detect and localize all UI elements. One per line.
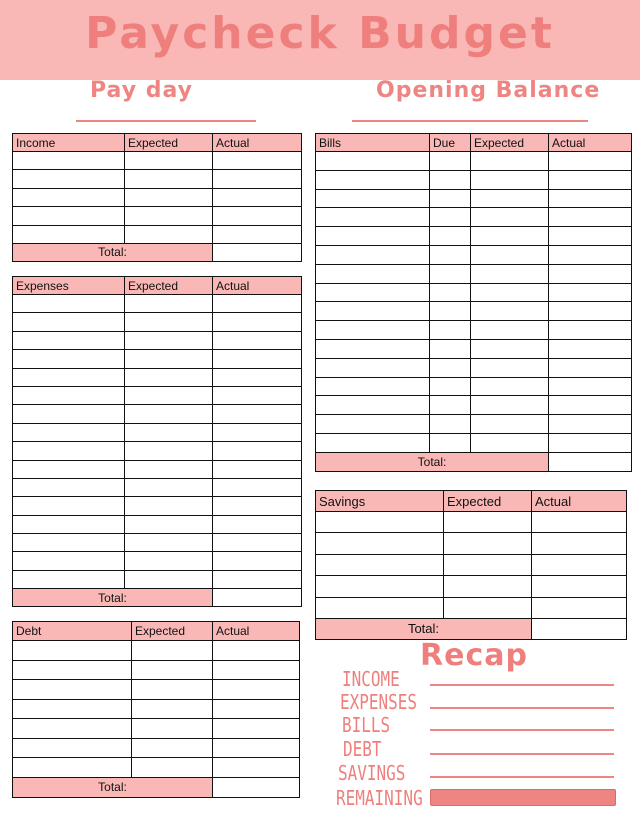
table-cell[interactable] bbox=[471, 264, 549, 283]
table-cell[interactable] bbox=[444, 512, 532, 533]
table-cell[interactable] bbox=[125, 170, 213, 188]
savings-expected-header: Expected bbox=[444, 491, 532, 512]
table-cell[interactable] bbox=[13, 660, 132, 680]
table-cell[interactable] bbox=[213, 423, 302, 441]
table-cell[interactable] bbox=[316, 533, 444, 554]
table-cell[interactable] bbox=[471, 152, 549, 171]
table-cell[interactable] bbox=[13, 207, 125, 225]
table-cell[interactable] bbox=[532, 597, 627, 618]
table-cell[interactable] bbox=[549, 245, 632, 264]
table-cell[interactable] bbox=[549, 415, 632, 434]
table-cell[interactable] bbox=[213, 570, 302, 588]
table-row bbox=[316, 597, 627, 618]
table-row bbox=[13, 699, 300, 719]
table-cell[interactable] bbox=[125, 225, 213, 243]
table-row bbox=[316, 208, 632, 227]
opening-balance-line[interactable] bbox=[352, 120, 588, 122]
debt-actual-header: Actual bbox=[213, 622, 300, 641]
table-cell[interactable] bbox=[549, 302, 632, 321]
bills-total-label: Total: bbox=[316, 452, 549, 471]
table-cell[interactable] bbox=[13, 478, 125, 496]
table-cell[interactable] bbox=[471, 358, 549, 377]
table-cell[interactable] bbox=[549, 208, 632, 227]
table-cell[interactable] bbox=[430, 433, 471, 452]
table-cell[interactable] bbox=[316, 208, 430, 227]
table-cell[interactable] bbox=[125, 405, 213, 423]
recap-expenses-line[interactable] bbox=[430, 707, 614, 709]
table-cell[interactable] bbox=[549, 264, 632, 283]
table-row bbox=[13, 641, 300, 661]
table-row bbox=[316, 533, 627, 554]
table-cell[interactable] bbox=[213, 225, 302, 243]
table-row bbox=[316, 170, 632, 189]
table-cell[interactable] bbox=[213, 368, 302, 386]
table-cell[interactable] bbox=[213, 699, 300, 719]
table-cell[interactable] bbox=[316, 597, 444, 618]
expenses-header: Expenses bbox=[13, 277, 125, 295]
debt-total-label: Total: bbox=[13, 777, 213, 797]
table-cell[interactable] bbox=[316, 415, 430, 434]
expenses-actual-header: Actual bbox=[213, 277, 302, 295]
table-row bbox=[13, 331, 302, 349]
recap-bills-line[interactable] bbox=[430, 729, 614, 731]
table-row bbox=[316, 339, 632, 358]
table-row bbox=[316, 358, 632, 377]
table-cell[interactable] bbox=[132, 641, 213, 661]
debt-header: Debt bbox=[13, 622, 132, 641]
table-cell[interactable] bbox=[125, 386, 213, 404]
table-cell[interactable] bbox=[549, 358, 632, 377]
table-cell[interactable] bbox=[549, 433, 632, 452]
table-cell[interactable] bbox=[13, 313, 125, 331]
table-cell[interactable] bbox=[316, 576, 444, 597]
table-cell[interactable] bbox=[213, 152, 302, 170]
bills-header: Bills bbox=[316, 134, 430, 152]
table-cell[interactable] bbox=[430, 245, 471, 264]
table-cell[interactable] bbox=[316, 264, 430, 283]
table-cell[interactable] bbox=[430, 396, 471, 415]
table-cell[interactable] bbox=[316, 302, 430, 321]
recap-income-line[interactable] bbox=[430, 684, 614, 686]
table-cell[interactable] bbox=[13, 386, 125, 404]
table-cell[interactable] bbox=[125, 350, 213, 368]
table-cell[interactable] bbox=[430, 321, 471, 340]
table-cell[interactable] bbox=[430, 264, 471, 283]
income-header: Income bbox=[13, 134, 125, 152]
table-cell[interactable] bbox=[213, 641, 300, 661]
table-cell[interactable] bbox=[13, 152, 125, 170]
recap-title: Recap bbox=[420, 638, 528, 673]
table-cell[interactable] bbox=[316, 339, 430, 358]
table-cell[interactable] bbox=[549, 170, 632, 189]
table-cell[interactable] bbox=[213, 758, 300, 778]
table-cell[interactable] bbox=[213, 738, 300, 758]
table-row bbox=[316, 576, 627, 597]
table-row bbox=[316, 321, 632, 340]
table-cell[interactable] bbox=[125, 423, 213, 441]
table-cell[interactable] bbox=[13, 170, 125, 188]
table-row bbox=[316, 433, 632, 452]
table-row bbox=[13, 170, 302, 188]
table-cell[interactable] bbox=[430, 358, 471, 377]
table-row bbox=[316, 283, 632, 302]
table-row bbox=[13, 497, 302, 515]
table-cell[interactable] bbox=[132, 680, 213, 700]
table-cell[interactable] bbox=[471, 302, 549, 321]
table-cell[interactable] bbox=[430, 377, 471, 396]
table-cell[interactable] bbox=[213, 478, 302, 496]
table-cell[interactable] bbox=[125, 442, 213, 460]
table-row bbox=[316, 512, 627, 533]
debt-expected-header: Expected bbox=[132, 622, 213, 641]
table-cell[interactable] bbox=[471, 321, 549, 340]
recap-bills-label: BILLS bbox=[342, 713, 391, 737]
table-cell[interactable] bbox=[549, 321, 632, 340]
table-row bbox=[13, 295, 302, 313]
table-cell[interactable] bbox=[13, 534, 125, 552]
table-cell[interactable] bbox=[125, 534, 213, 552]
table-cell[interactable] bbox=[132, 719, 213, 739]
table-cell[interactable] bbox=[471, 377, 549, 396]
bills-actual-header: Actual bbox=[549, 134, 632, 152]
table-cell[interactable] bbox=[13, 350, 125, 368]
savings-table bbox=[315, 490, 627, 640]
table-cell[interactable] bbox=[132, 758, 213, 778]
table-cell[interactable] bbox=[444, 533, 532, 554]
table-cell[interactable] bbox=[471, 415, 549, 434]
table-cell[interactable] bbox=[430, 302, 471, 321]
table-cell[interactable] bbox=[125, 207, 213, 225]
table-cell[interactable] bbox=[471, 189, 549, 208]
table-cell[interactable] bbox=[444, 554, 532, 575]
table-cell[interactable] bbox=[549, 189, 632, 208]
table-cell[interactable] bbox=[13, 460, 125, 478]
table-row bbox=[316, 227, 632, 246]
expenses-total-cell[interactable] bbox=[213, 589, 302, 607]
table-cell[interactable] bbox=[430, 339, 471, 358]
table-cell[interactable] bbox=[13, 758, 132, 778]
bills-table bbox=[315, 133, 632, 472]
table-cell[interactable] bbox=[316, 554, 444, 575]
table-row bbox=[13, 225, 302, 243]
table-row bbox=[13, 423, 302, 441]
table-cell[interactable] bbox=[213, 680, 300, 700]
table-cell[interactable] bbox=[430, 152, 471, 171]
table-cell[interactable] bbox=[13, 405, 125, 423]
table-row bbox=[13, 660, 300, 680]
table-cell[interactable] bbox=[549, 396, 632, 415]
recap-income-label: INCOME bbox=[342, 667, 400, 691]
table-cell[interactable] bbox=[471, 208, 549, 227]
table-row bbox=[316, 264, 632, 283]
table-row bbox=[13, 478, 302, 496]
table-cell[interactable] bbox=[430, 208, 471, 227]
table-cell[interactable] bbox=[471, 170, 549, 189]
table-cell[interactable] bbox=[213, 170, 302, 188]
table-cell[interactable] bbox=[471, 283, 549, 302]
table-cell[interactable] bbox=[213, 188, 302, 206]
income-total-label: Total: bbox=[13, 243, 213, 261]
table-row bbox=[13, 570, 302, 588]
recap-remaining-bar[interactable] bbox=[430, 789, 616, 806]
table-cell[interactable] bbox=[125, 497, 213, 515]
income-expected-header: Expected bbox=[125, 134, 213, 152]
savings-total-label: Total: bbox=[316, 618, 532, 639]
table-cell[interactable] bbox=[13, 680, 132, 700]
table-cell[interactable] bbox=[532, 554, 627, 575]
table-cell[interactable] bbox=[213, 534, 302, 552]
table-cell[interactable] bbox=[213, 497, 302, 515]
table-cell[interactable] bbox=[430, 170, 471, 189]
table-cell[interactable] bbox=[213, 295, 302, 313]
bills-total-cell[interactable] bbox=[549, 452, 632, 471]
debt-total-cell[interactable] bbox=[213, 777, 300, 797]
table-cell[interactable] bbox=[125, 188, 213, 206]
expenses-table bbox=[12, 276, 302, 607]
table-cell[interactable] bbox=[125, 331, 213, 349]
table-cell[interactable] bbox=[13, 225, 125, 243]
table-cell[interactable] bbox=[13, 442, 125, 460]
table-cell[interactable] bbox=[125, 152, 213, 170]
savings-actual-header: Actual bbox=[532, 491, 627, 512]
table-row bbox=[13, 442, 302, 460]
table-cell[interactable] bbox=[13, 368, 125, 386]
table-row bbox=[13, 515, 302, 533]
income-actual-header: Actual bbox=[213, 134, 302, 152]
table-cell[interactable] bbox=[213, 386, 302, 404]
table-cell[interactable] bbox=[213, 515, 302, 533]
table-cell[interactable] bbox=[125, 368, 213, 386]
table-cell[interactable] bbox=[316, 377, 430, 396]
table-cell[interactable] bbox=[213, 552, 302, 570]
savings-header: Savings bbox=[316, 491, 444, 512]
table-cell[interactable] bbox=[13, 552, 125, 570]
table-cell[interactable] bbox=[549, 152, 632, 171]
table-cell[interactable] bbox=[430, 415, 471, 434]
table-cell[interactable] bbox=[13, 570, 125, 588]
table-cell[interactable] bbox=[213, 660, 300, 680]
table-cell[interactable] bbox=[213, 405, 302, 423]
table-cell[interactable] bbox=[316, 283, 430, 302]
table-row bbox=[13, 405, 302, 423]
table-cell[interactable] bbox=[213, 207, 302, 225]
table-cell[interactable] bbox=[13, 423, 125, 441]
table-cell[interactable] bbox=[125, 552, 213, 570]
page-title: Paycheck Budget bbox=[85, 8, 555, 59]
table-cell[interactable] bbox=[213, 719, 300, 739]
table-cell[interactable] bbox=[125, 515, 213, 533]
table-cell[interactable] bbox=[13, 738, 132, 758]
recap-savings-label: SAVINGS bbox=[338, 761, 406, 785]
table-cell[interactable] bbox=[316, 321, 430, 340]
table-cell[interactable] bbox=[549, 227, 632, 246]
table-cell[interactable] bbox=[213, 331, 302, 349]
table-row bbox=[13, 680, 300, 700]
pay-day-label: Pay day bbox=[90, 78, 193, 103]
expenses-total-label: Total: bbox=[13, 589, 213, 607]
table-cell[interactable] bbox=[316, 512, 444, 533]
recap-debt-label: DEBT bbox=[343, 737, 382, 761]
savings-total-cell[interactable] bbox=[532, 618, 627, 639]
table-cell[interactable] bbox=[13, 641, 132, 661]
debt-table bbox=[12, 621, 300, 798]
table-cell[interactable] bbox=[316, 433, 430, 452]
table-cell[interactable] bbox=[316, 170, 430, 189]
recap-expenses-label: EXPENSES bbox=[340, 690, 418, 714]
table-cell[interactable] bbox=[316, 358, 430, 377]
table-cell[interactable] bbox=[549, 377, 632, 396]
table-cell[interactable] bbox=[430, 283, 471, 302]
table-row bbox=[316, 152, 632, 171]
table-cell[interactable] bbox=[125, 460, 213, 478]
table-cell[interactable] bbox=[125, 478, 213, 496]
bills-expected-header: Expected bbox=[471, 134, 549, 152]
table-cell[interactable] bbox=[13, 699, 132, 719]
table-cell[interactable] bbox=[13, 295, 125, 313]
table-cell[interactable] bbox=[532, 512, 627, 533]
income-total-cell[interactable] bbox=[213, 243, 302, 261]
table-row bbox=[13, 460, 302, 478]
table-cell[interactable] bbox=[13, 188, 125, 206]
recap-remaining-label: REMAINING bbox=[336, 786, 423, 810]
table-cell[interactable] bbox=[471, 339, 549, 358]
table-cell[interactable] bbox=[471, 245, 549, 264]
table-cell[interactable] bbox=[125, 313, 213, 331]
table-cell[interactable] bbox=[316, 396, 430, 415]
table-row bbox=[316, 554, 627, 575]
table-row bbox=[13, 386, 302, 404]
table-cell[interactable] bbox=[532, 533, 627, 554]
recap-debt-line[interactable] bbox=[430, 753, 614, 755]
table-row bbox=[316, 245, 632, 264]
table-row bbox=[316, 415, 632, 434]
table-cell[interactable] bbox=[13, 515, 125, 533]
table-cell[interactable] bbox=[125, 570, 213, 588]
income-table bbox=[12, 133, 302, 262]
table-cell[interactable] bbox=[316, 189, 430, 208]
table-cell[interactable] bbox=[532, 576, 627, 597]
table-row bbox=[13, 552, 302, 570]
table-cell[interactable] bbox=[213, 460, 302, 478]
table-row bbox=[316, 377, 632, 396]
table-cell[interactable] bbox=[471, 433, 549, 452]
table-row bbox=[13, 188, 302, 206]
table-cell[interactable] bbox=[549, 339, 632, 358]
table-row bbox=[13, 313, 302, 331]
table-row bbox=[316, 189, 632, 208]
opening-balance-label: Opening Balance bbox=[376, 78, 601, 103]
table-row bbox=[13, 152, 302, 170]
table-cell[interactable] bbox=[430, 227, 471, 246]
table-cell[interactable] bbox=[430, 189, 471, 208]
table-row bbox=[13, 368, 302, 386]
table-row bbox=[13, 738, 300, 758]
table-cell[interactable] bbox=[471, 227, 549, 246]
pay-day-line[interactable] bbox=[76, 120, 256, 122]
table-cell[interactable] bbox=[471, 396, 549, 415]
recap-savings-line[interactable] bbox=[430, 776, 614, 778]
table-cell[interactable] bbox=[213, 313, 302, 331]
table-cell[interactable] bbox=[444, 597, 532, 618]
table-cell[interactable] bbox=[132, 738, 213, 758]
table-cell[interactable] bbox=[132, 660, 213, 680]
table-cell[interactable] bbox=[316, 245, 430, 264]
bills-due-header: Due bbox=[430, 134, 471, 152]
table-row bbox=[13, 758, 300, 778]
table-row bbox=[13, 719, 300, 739]
table-cell[interactable] bbox=[13, 331, 125, 349]
table-cell[interactable] bbox=[13, 497, 125, 515]
table-cell[interactable] bbox=[316, 152, 430, 171]
table-row bbox=[13, 207, 302, 225]
table-cell[interactable] bbox=[13, 719, 132, 739]
table-row bbox=[316, 396, 632, 415]
expenses-expected-header: Expected bbox=[125, 277, 213, 295]
table-row bbox=[316, 302, 632, 321]
table-cell[interactable] bbox=[549, 283, 632, 302]
table-row bbox=[13, 534, 302, 552]
table-cell[interactable] bbox=[125, 295, 213, 313]
table-cell[interactable] bbox=[444, 576, 532, 597]
table-cell[interactable] bbox=[213, 442, 302, 460]
table-cell[interactable] bbox=[132, 699, 213, 719]
table-cell[interactable] bbox=[213, 350, 302, 368]
table-cell[interactable] bbox=[316, 227, 430, 246]
table-row bbox=[13, 350, 302, 368]
